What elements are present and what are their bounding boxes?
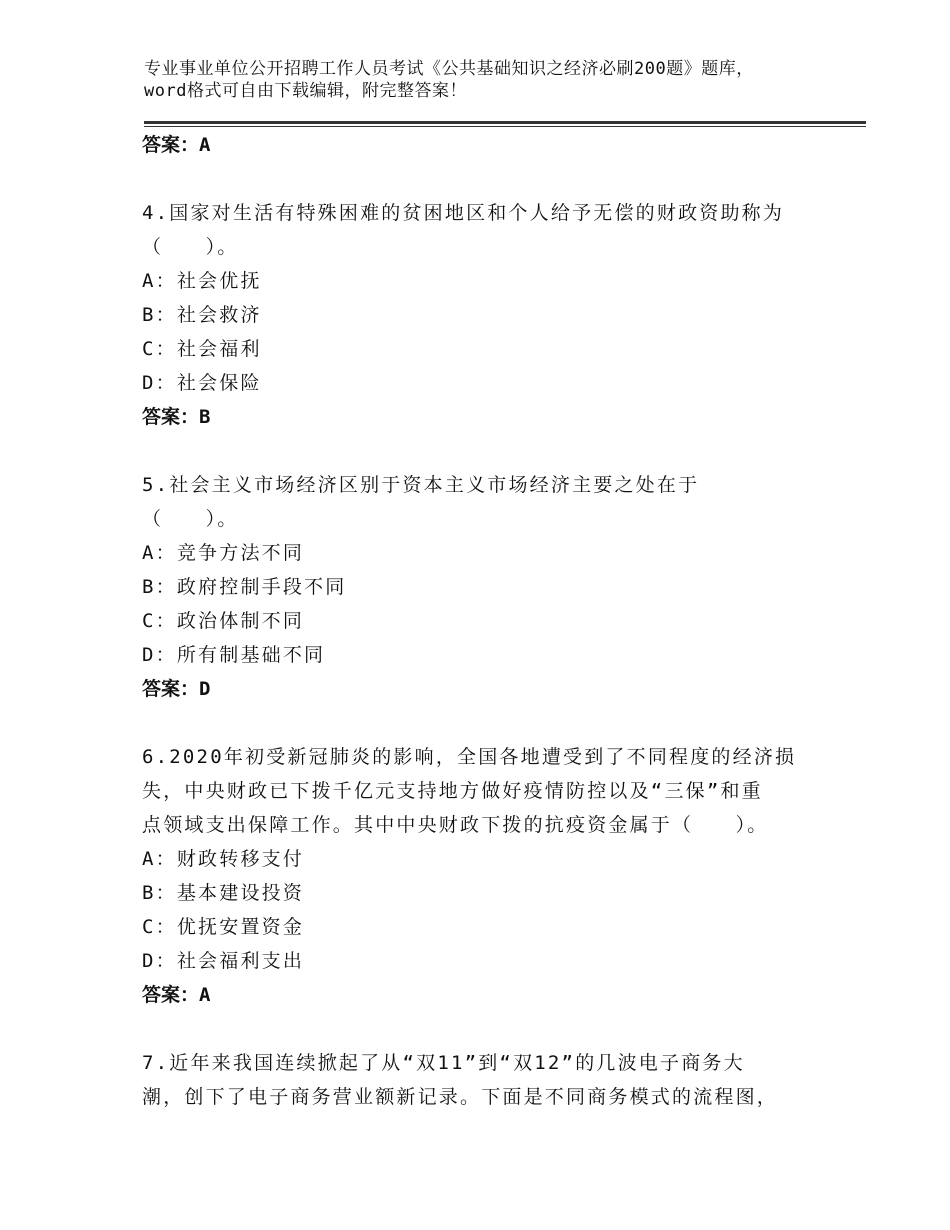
- question-line: （ ）。: [142, 508, 239, 530]
- question-line: 点领域支出保障工作。其中中央财政下拨的抗疫资金属于（ ）。: [142, 814, 769, 836]
- option-d: D：社会保险: [142, 372, 262, 394]
- answer-line: [142, 978, 807, 1012]
- answer-line: [142, 400, 807, 434]
- answer-line: [142, 128, 807, 162]
- option-a: A：财政转移支付: [142, 848, 305, 870]
- question-list: [142, 128, 807, 1114]
- question-line: 潮，创下了电子商务营业额新记录。下面是不同商务模式的流程图，: [142, 1086, 779, 1108]
- answer-value: A: [199, 984, 211, 1006]
- answer-value: D: [199, 678, 211, 700]
- option-c: C：政治体制不同: [142, 610, 305, 632]
- answer-label: 答案：: [142, 678, 200, 700]
- option-b: B：社会救济: [142, 304, 262, 326]
- answer-label: 答案：: [142, 406, 200, 428]
- answer-line: [142, 672, 807, 706]
- option-a: A：竞争方法不同: [142, 542, 305, 564]
- header-rule-thin: [144, 126, 866, 127]
- option-c: C：优抚安置资金: [142, 916, 305, 938]
- answer-value: B: [199, 406, 211, 428]
- answer-value: A: [199, 134, 211, 156]
- page-header: 专业事业单位公开招聘工作人员考试《公共基础知识之经济必刷200题》题库，word格式可自由下载编辑，附完整答案！: [144, 59, 754, 101]
- spacer: [142, 706, 807, 740]
- question-line: 失，中央财政已下拨千亿元支持地方做好疫情防控以及“三保”和重: [142, 780, 763, 802]
- question-block: [142, 1046, 807, 1114]
- option-b: B：基本建设投资: [142, 882, 305, 904]
- spacer: [142, 162, 807, 196]
- answer-label: 答案：: [142, 984, 200, 1006]
- option-b: B：政府控制手段不同: [142, 576, 347, 598]
- question-line: 6.2020年初受新冠肺炎的影响，全国各地遭受到了不同程度的经济损: [142, 746, 797, 768]
- question-text: [142, 1046, 807, 1114]
- answer-label: 答案：: [142, 134, 200, 156]
- option-c: C：社会福利: [142, 338, 262, 360]
- question-line: 5.社会主义市场经济区别于资本主义市场经济主要之处在于: [142, 474, 700, 496]
- spacer: [142, 1012, 807, 1046]
- header-rule-thick: [144, 121, 866, 124]
- question-line: 4.国家对生活有特殊困难的贫困地区和个人给予无偿的财政资助称为: [142, 202, 785, 224]
- option-d: D：所有制基础不同: [142, 644, 326, 666]
- option-a: A：社会优抚: [142, 270, 262, 292]
- question-text: [142, 196, 807, 264]
- question-line: 7.近年来我国连续掀起了从“双11”到“双12”的几波电子商务大: [142, 1052, 745, 1074]
- spacer: [142, 434, 807, 468]
- question-block: [142, 740, 807, 1012]
- question-block: [142, 196, 807, 434]
- question-block: [142, 468, 807, 706]
- question-text: [142, 740, 807, 842]
- option-d: D：社会福利支出: [142, 950, 305, 972]
- question-text: [142, 468, 807, 536]
- question-line: （ ）。: [142, 236, 239, 258]
